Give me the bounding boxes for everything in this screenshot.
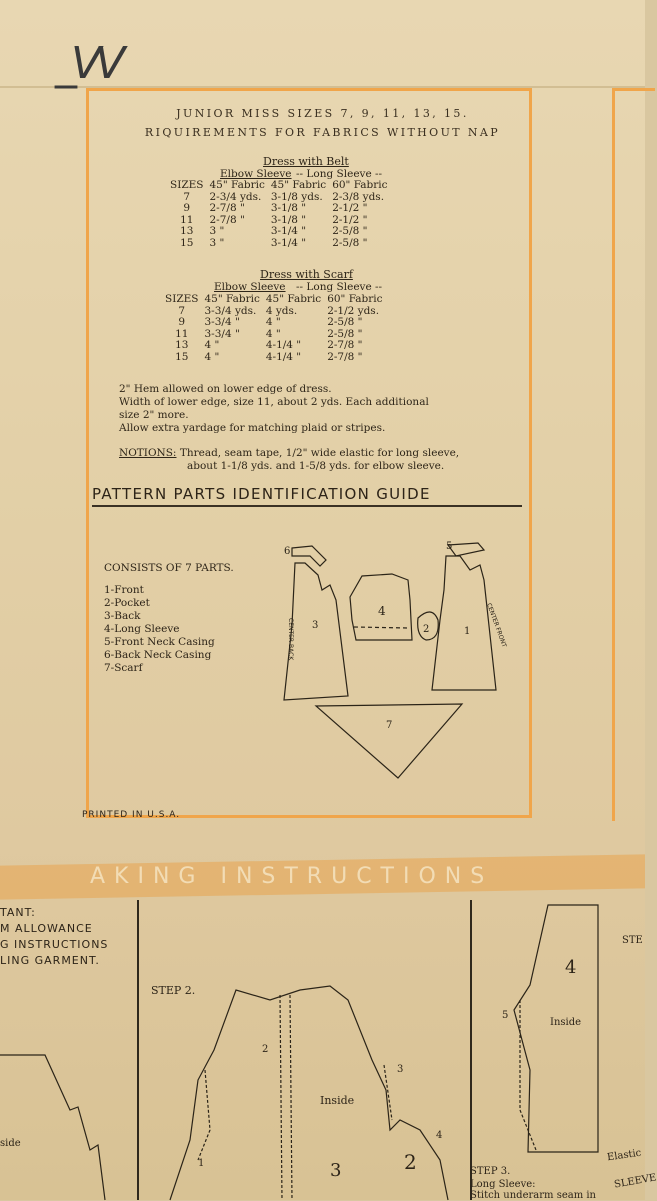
column-header: 60" Fabric: [327, 293, 383, 305]
piece-number-5: 5: [446, 541, 453, 552]
piece-number-large: 3: [330, 1160, 342, 1181]
table-cell: 4 yds.: [265, 304, 298, 317]
note-line: TANT:: [0, 906, 36, 919]
step2-detail: [198, 1065, 392, 1160]
table-cell: 2-5/8 ": [327, 316, 363, 328]
table-cell: 2-5/8 ": [327, 327, 363, 340]
table-cell: 2-1/2 ": [332, 202, 368, 214]
table-cell: 2-1/2 yds.: [327, 304, 380, 317]
band-heading: AKING INSTRUCTIONS: [90, 864, 494, 889]
notch-number: 1: [198, 1158, 205, 1169]
panel-divider: [470, 900, 472, 1200]
part-item: 7-Scarf: [104, 662, 143, 674]
step-label-partial: STE: [622, 935, 643, 946]
column-header: 45" Fabric: [209, 179, 265, 191]
piece-number-2: 2: [423, 624, 430, 635]
printed-in-usa: PRINTED IN U.S.A.: [82, 810, 181, 820]
part-item: 3-Back: [104, 610, 141, 622]
belt-long-label: -- Long Sleeve --: [296, 168, 383, 180]
table-cell: 3-1/4 ": [270, 225, 307, 237]
piece-number-1: 1: [464, 626, 471, 637]
center-front-label: CENTER FRONT: [485, 602, 508, 649]
table-cell: 15: [175, 350, 189, 363]
note-line: M ALLOWANCE: [0, 922, 93, 935]
notions-text: Thread, seam tape, 1/2" wide elastic for long sleeve,: [176, 447, 460, 459]
table-cell: 9: [178, 316, 186, 328]
scarf-piece: [316, 704, 462, 778]
table-cell: 15: [180, 236, 194, 249]
step1-outline: [0, 1055, 105, 1200]
table-cell: 2-1/2 ": [332, 213, 368, 226]
sizes-heading: JUNIOR MISS SIZES 7, 9, 11, 13, 15.: [176, 107, 469, 120]
table-cell: 4 ": [204, 350, 220, 363]
column-header: 45" Fabric: [265, 293, 322, 305]
hem-note: 2" Hem allowed on lower edge of dress.: [119, 383, 332, 395]
elastic-label: Elastic: [606, 1147, 643, 1164]
column-header: 45" Fabric: [204, 293, 260, 305]
parts-count: CONSISTS OF 7 PARTS.: [104, 562, 234, 574]
scarf-table-title: Dress with Scarf: [260, 268, 353, 281]
table-cell: 11: [175, 327, 189, 340]
table-cell: 4-1/4 ": [265, 350, 302, 363]
table-cell: 4-1/4 ": [265, 339, 302, 351]
table-cell: 2-5/8 ": [332, 236, 368, 249]
piece-number-large: 4: [565, 957, 577, 978]
table-cell: 2-7/8 ": [209, 202, 245, 214]
column-header: 60" Fabric: [332, 179, 388, 191]
step3-label: STEP 3.: [470, 1166, 511, 1177]
table-cell: 13: [180, 225, 194, 237]
table-cell: 3-3/4 yds.: [204, 304, 257, 317]
width-note-cont: size 2" more.: [119, 409, 189, 421]
inside-label: Inside: [550, 1017, 582, 1028]
panel-divider: [137, 900, 139, 1200]
important-note: [0, 905, 108, 969]
notch-number: 3: [397, 1064, 404, 1075]
table-cell: 3 ": [209, 236, 225, 249]
belt-table-title: Dress with Belt: [263, 155, 349, 168]
width-note: Width of lower edge, size 11, about 2 yds. Each additional: [119, 396, 429, 408]
table-cell: 2-5/8 ": [332, 225, 368, 237]
center-back-label: CENTER BACK: [287, 618, 294, 661]
table-cell: 7: [183, 190, 191, 203]
table-cell: 3-1/8 yds.: [270, 190, 323, 203]
table-cell: 4 ": [204, 339, 220, 351]
sleeve-text: SLEEVE: [613, 1172, 657, 1191]
table-cell: 2-3/4 yds.: [209, 190, 262, 203]
inside-label-partial: side: [0, 1138, 21, 1149]
part-item: 6-Back Neck Casing: [104, 649, 212, 661]
table-cell: 3-1/8 ": [270, 202, 307, 214]
scarf-elbow-label: Elbow Sleeve: [214, 281, 286, 293]
table-cell: 11: [180, 213, 194, 226]
table-cell: 3-1/4 ": [270, 236, 307, 249]
column-header: SIZES: [165, 293, 199, 305]
part-item: 5-Front Neck Casing: [104, 636, 215, 648]
table-cell: 2-7/8 ": [327, 339, 363, 351]
part-item: 1-Front: [104, 584, 144, 596]
table-cell: 13: [175, 339, 189, 351]
notch-number: 2: [262, 1044, 269, 1055]
scarf-long-label: -- Long Sleeve --: [296, 281, 383, 293]
step2-seam: [280, 995, 292, 1200]
column-header: 45" Fabric: [270, 179, 327, 191]
table-cell: 2-7/8 ": [327, 350, 363, 363]
piece-number-7: 7: [386, 720, 393, 731]
notions-text-cont: about 1-1/8 yds. and 1-5/8 yds. for elbow sleeve.: [187, 460, 445, 472]
long-sleeve-label: Long Sleeve:: [470, 1179, 536, 1190]
table-cell: 7: [178, 304, 186, 317]
table-cell: 2-3/8 yds.: [332, 190, 385, 203]
note-line: G INSTRUCTIONS: [0, 938, 109, 951]
step2-label: STEP 2.: [151, 984, 196, 997]
notch-number: 4: [436, 1130, 443, 1141]
table-cell: 4 ": [265, 327, 281, 340]
notions-label: NOTIONS:: [119, 447, 177, 459]
guide-title: PATTERN PARTS IDENTIFICATION GUIDE: [92, 485, 522, 507]
piece-number-3: 3: [312, 620, 319, 631]
piece-number-6: 6: [284, 546, 291, 557]
column-header: SIZES: [170, 179, 204, 191]
inside-label: Inside: [320, 1094, 355, 1107]
piece-number-4: 4: [378, 604, 386, 618]
table-cell: 4 ": [265, 316, 281, 328]
table-cell: 2-7/8 ": [209, 213, 245, 226]
requirements-heading: RIQUIREMENTS FOR FABRICS WITHOUT NAP: [144, 126, 501, 139]
seam-text: Stitch underarm seam in: [470, 1190, 597, 1201]
handwritten-mark: _VV: [55, 38, 120, 89]
table-cell: 3-3/4 ": [204, 327, 240, 340]
step3-sleeve-outline: [514, 905, 598, 1152]
belt-elbow-label: Elbow Sleeve: [220, 168, 292, 180]
note-line: LING GARMENT.: [0, 954, 100, 967]
table-cell: 3-3/4 ": [204, 316, 240, 328]
plaid-note: Allow extra yardage for matching plaid or stripes.: [119, 422, 386, 434]
part-item: 4-Long Sleeve: [104, 623, 180, 635]
table-cell: 3-1/8 ": [270, 213, 307, 226]
table-cell: 3 ": [209, 225, 225, 237]
notch-number: 5: [502, 1010, 509, 1021]
front-piece: [432, 556, 496, 690]
part-item: 2-Pocket: [104, 597, 150, 609]
front-neck-casing-piece: [448, 543, 484, 556]
piece-number-large: 2: [404, 1150, 417, 1174]
table-cell: 9: [183, 202, 191, 214]
